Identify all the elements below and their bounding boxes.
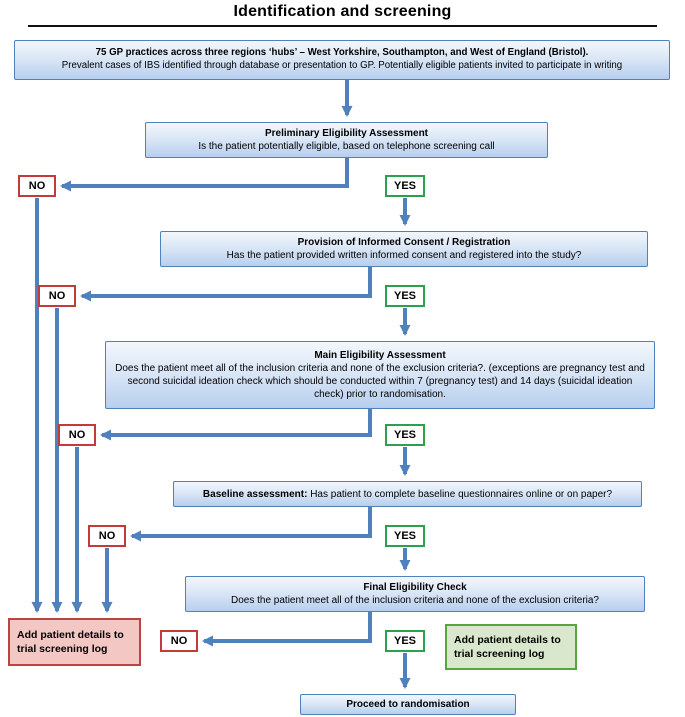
- box-main-eligibility: [105, 341, 655, 409]
- main-eligibility-body: Does the patient meet all of the inclusion criteria and none of the exclusion criteria?. (exceptions are pregnancy test and second suicidal ideation check which should be conducted within 7 (pregnancy test) and 14 days (suicidal ideation check) prior to randomisation.: [115, 363, 645, 400]
- decision-no-5: NO: [160, 630, 198, 652]
- decision-no-2: NO: [38, 285, 76, 307]
- decision-yes-1: YES: [385, 175, 425, 197]
- preliminary-body: Is the patient potentially eligible, based on telephone screening call: [198, 141, 495, 152]
- consent-body: Has the patient provided written informed consent and registered into the study?: [226, 250, 582, 261]
- gp-practices-line2: Prevalent cases of IBS identified through database or presentation to GP. Potentially eligible patients invited to participate in writing: [61, 60, 623, 71]
- preliminary-heading: Preliminary Eligibility Assessment: [264, 128, 429, 139]
- box-final-eligibility-check: [185, 576, 645, 612]
- decision-yes-2: YES: [385, 285, 425, 307]
- main-eligibility-heading: Main Eligibility Assessment: [314, 350, 446, 361]
- box-baseline-assessment: [173, 481, 642, 507]
- decision-yes-4: YES: [385, 525, 425, 547]
- arrow-preliminary-to-no: [62, 158, 347, 186]
- baseline-body: Has patient to complete baseline questionnaires online or on paper?: [310, 488, 613, 500]
- baseline-heading: Baseline assessment:: [202, 488, 308, 500]
- box-consent-registration: [160, 231, 648, 267]
- decision-yes-5: YES: [385, 630, 425, 652]
- baseline-text: [179, 488, 636, 501]
- box-screening-log-fail: Add patient details to trial screening log: [8, 618, 141, 666]
- decision-no-3: NO: [58, 424, 96, 446]
- gp-practices-line1: 75 GP practices across three regions ‘hubs’ – West Yorkshire, Southampton, and West of England (Bristol).: [95, 47, 589, 59]
- final-check-body: Does the patient meet all of the inclusion criteria and none of the exclusion criteria?: [231, 595, 599, 606]
- decision-no-1: NO: [18, 175, 56, 197]
- decision-no-4: NO: [88, 525, 126, 547]
- page-title: Identification and screening: [233, 3, 452, 20]
- arrow-consent-to-no: [82, 267, 370, 296]
- arrow-main-to-no: [102, 409, 370, 435]
- arrow-baseline-to-no: [132, 507, 370, 536]
- box-preliminary-eligibility: [145, 122, 548, 158]
- consent-heading: Provision of Informed Consent / Registration: [297, 237, 511, 248]
- box-screening-log-pass: Add patient details to trial screening log: [445, 624, 577, 670]
- box-proceed-randomisation: Proceed to randomisation: [300, 694, 516, 715]
- final-check-heading: Final Eligibility Check: [363, 582, 467, 593]
- arrow-final-to-no: [204, 612, 370, 641]
- box-gp-practices: [14, 40, 670, 80]
- decision-yes-3: YES: [385, 424, 425, 446]
